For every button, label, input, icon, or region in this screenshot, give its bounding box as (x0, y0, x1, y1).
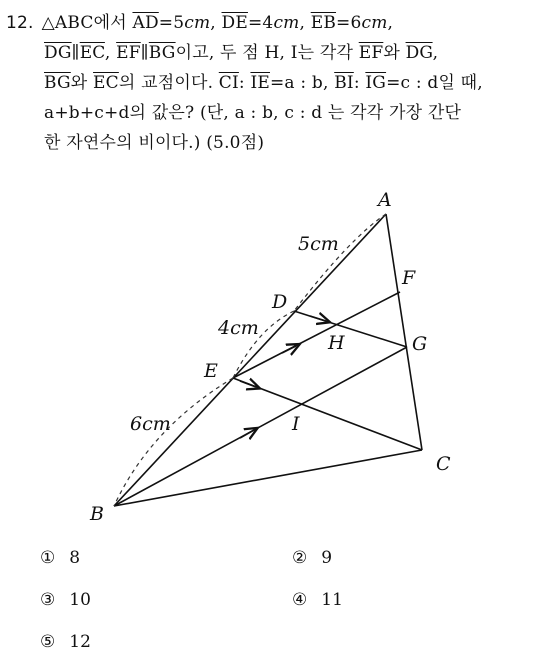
segment-name: $\overline{EF}$ (358, 43, 384, 63)
problem-text-run: , (432, 43, 439, 63)
segment-name: $\overline{DE}$ (221, 13, 248, 33)
choice-5[interactable] (40, 632, 91, 652)
point-label-b: B (90, 503, 104, 525)
parallel-arrow-dg (310, 316, 326, 321)
segment-name: $\overline{BI}$ (334, 73, 354, 93)
problem-line-4 (6, 98, 542, 128)
choice-4[interactable] (292, 590, 343, 610)
choice-value: 9 (321, 548, 333, 568)
side-ab (114, 214, 386, 506)
problem-line-3 (6, 68, 542, 98)
choice-marker: ① (40, 548, 56, 568)
side-bc (114, 450, 422, 506)
segment-name: $\overline{EB}$ (310, 13, 337, 33)
problem-text-run: =6 (336, 13, 362, 33)
parallel-arrow-ec (240, 381, 256, 387)
problem-text-run: =5 (158, 13, 185, 33)
problem-text-run: 와 (70, 73, 94, 93)
segment-name: $\overline{CI}$ (218, 73, 239, 93)
problem-text-run: 이고, 두 점 H, I는 각각 (175, 43, 359, 63)
problem-text-run: △ABC에서 (41, 13, 133, 33)
choice-marker: ③ (40, 590, 56, 610)
choice-value: 8 (69, 548, 81, 568)
choice-2[interactable] (292, 548, 332, 568)
choice-marker: ② (292, 548, 308, 568)
choice-value: 12 (69, 632, 91, 652)
problem-line-5 (6, 128, 542, 158)
triangle-figure (60, 178, 480, 528)
point-label-h: H (328, 332, 345, 354)
problem-line-content (42, 13, 394, 33)
problem-text-run: : (353, 73, 366, 93)
choice-value: 10 (69, 590, 91, 610)
problem-text (6, 8, 542, 158)
problem-text-run: 와 (383, 43, 406, 63)
segment-name: $\overline{IE}$ (250, 73, 270, 93)
choice-marker: ⑤ (40, 632, 56, 652)
point-label-d: D (272, 291, 288, 313)
length-label-eb: 6cm (130, 413, 171, 435)
length-label-de: 4cm (218, 317, 259, 339)
parallel-arrow-bg (240, 430, 254, 438)
problem-text-run: =a : b, (269, 73, 335, 93)
segment-name: $\overline{EC}$ (79, 43, 105, 63)
problem-text-run: =4 (247, 13, 274, 33)
unit-text: cm (361, 13, 388, 33)
segment-name: $\overline{BG}$ (44, 73, 71, 93)
problem-text-run: , (387, 13, 394, 33)
segment-name: $\overline{DG}$ (44, 43, 72, 63)
point-label-c: C (436, 453, 451, 475)
side-ac (386, 214, 422, 450)
segment-ec (233, 378, 422, 450)
segment-name: $\overline{AD}$ (132, 13, 159, 33)
problem-text-run: ∥ (140, 43, 149, 63)
problem-text-run: ∥ (71, 43, 80, 63)
segment-name: $\overline{DG}$ (405, 43, 433, 63)
problem-text-run: 의 교점이다. (118, 73, 219, 93)
point-label-g: G (412, 333, 428, 355)
problem-line-1 (6, 8, 542, 38)
segment-name: $\overline{BG}$ (148, 43, 176, 63)
problem-text-run: : (238, 73, 251, 93)
problem-text-run: 한 자연수의 비이다.) (5.0점) (44, 133, 265, 153)
point-label-a: A (378, 189, 392, 211)
unit-text: cm (184, 13, 211, 33)
choice-3[interactable] (40, 590, 91, 610)
segment-name: $\overline{EC}$ (93, 73, 119, 93)
choice-1[interactable] (40, 548, 80, 568)
problem-text-run: , (299, 13, 311, 33)
problem-text-run: a+b+c+d의 값은? (단, a : b, c : d 는 각각 가장 간단 (44, 103, 462, 123)
triangle-diagram-svg (60, 178, 480, 528)
unit-text: cm (273, 13, 300, 33)
choice-marker: ④ (292, 590, 308, 610)
choice-value: 11 (321, 590, 343, 610)
problem-text-run: =c : d일 때, (386, 73, 483, 93)
problem-number: 12. (6, 13, 34, 33)
point-label-e: E (204, 360, 218, 382)
problem-line-2 (6, 38, 542, 68)
problem-text-run: , (210, 13, 222, 33)
parallel-arrow-ef (282, 346, 296, 353)
point-label-f: F (402, 267, 416, 289)
segment-name: $\overline{IG}$ (365, 73, 387, 93)
point-label-i: I (292, 413, 300, 435)
length-label-ad: 5cm (298, 233, 339, 255)
segment-name: $\overline{EF}$ (116, 43, 141, 63)
problem-text-run: , (104, 43, 117, 63)
